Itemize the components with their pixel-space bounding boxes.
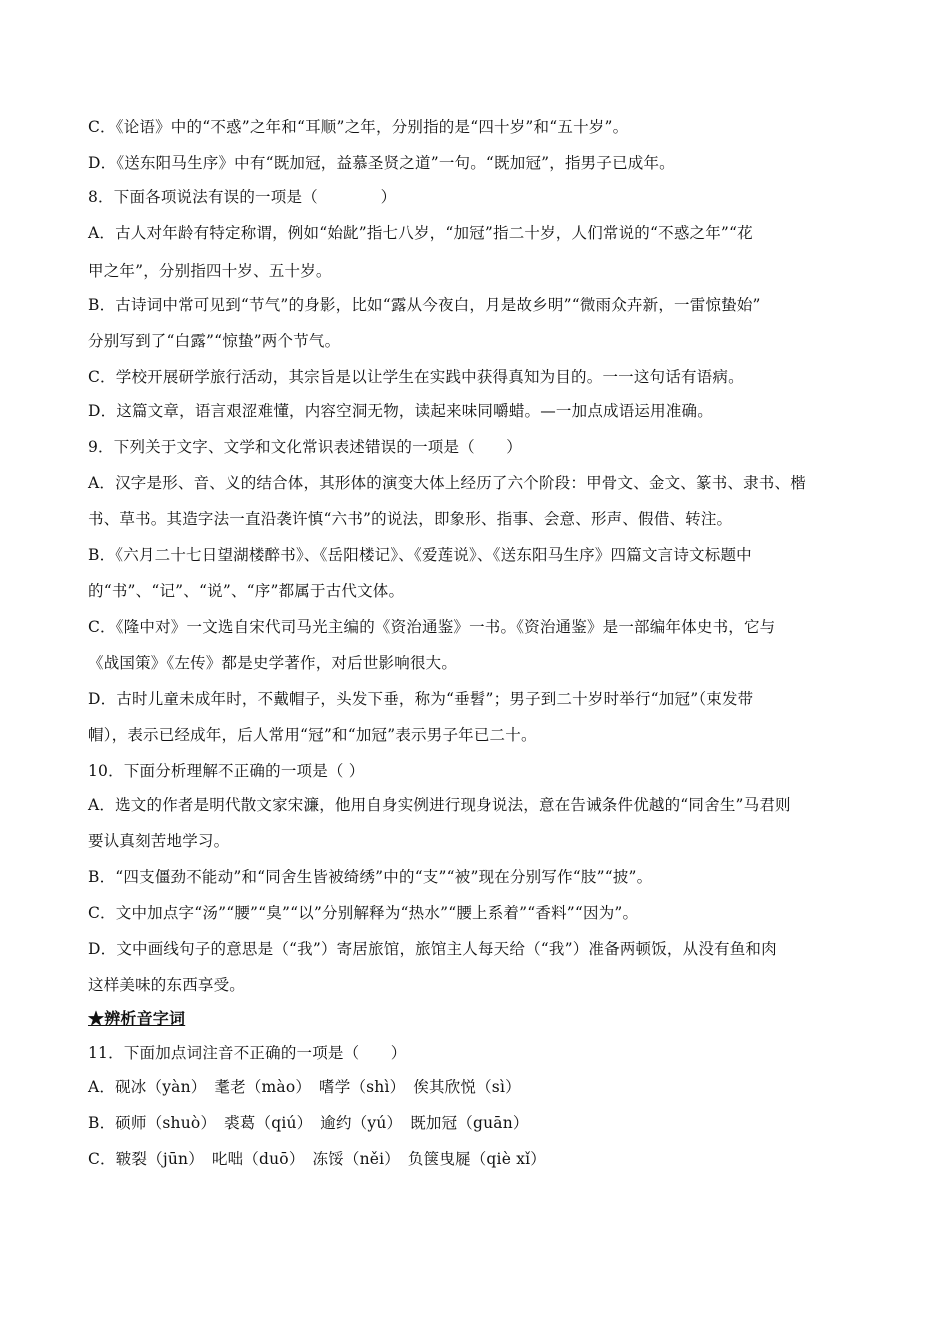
option-line: D．文中画线句子的意思是（“我”）寄居旅馆，旅馆主人每天给（“我”）准备两顿饭，从没有鱼和肉: [88, 940, 777, 958]
option-line-continued: 分别写到了“白露”“惊蛰”两个节气。: [88, 332, 341, 350]
option-line-continued: 《战国策》《左传》都是史学著作，对后世影响很大。: [88, 654, 458, 672]
option-line: B．“四支僵劲不能动”和“同舍生皆被绮绣”中的“支”“被”现在分别写作“肢”“披”。: [88, 868, 653, 886]
option-line: C．《隆中对》一文选自宋代司马光主编的《资治通鉴》一书。《资治通鉴》是一部编年体史书，它与: [88, 618, 776, 636]
option-line: B．古诗词中常可见到“节气”的身影，比如“露从今夜白，月是故乡明”“微雨众卉新，一雷惊蛰始”: [88, 296, 761, 314]
option-line: D．《送东阳马生序》中有“既加冠，益慕圣贤之道”一句。“既加冠”，指男子已成年。: [88, 154, 675, 172]
option-line-continued: 帽），表示已经成年，后人常用“冠”和“加冠”表示男子年已二十。: [88, 726, 537, 744]
option-line: A．汉字是形、音、义的结合体，其形体的演变大体上经历了六个阶段：甲骨文、金文、篆书、隶书、楷: [88, 474, 806, 492]
option-line-continued: 这样美味的东西享受。: [88, 976, 246, 994]
option-line-continued: 要认真刻苦地学习。: [88, 832, 230, 850]
option-line: B．硕师（shuò） 裘葛（qiú） 逾约（yú） 既加冠（guān）: [88, 1114, 529, 1132]
option-line-continued: 的“书”、“记”、“说”、“序”都属于古代文体。: [88, 582, 405, 600]
option-line: D．这篇文章，语言艰涩难懂，内容空洞无物，读起来味同嚼蜡。—一加点成语运用准确。: [88, 402, 713, 420]
option-line: A．选文的作者是明代散文家宋濂，他用自身实例进行现身说法，意在告诫条件优越的“同舍生”马君则: [88, 796, 791, 814]
question-stem: 11．下面加点词注音不正确的一项是（ ）: [88, 1044, 407, 1062]
section-heading: ★辨析音字词: [88, 1009, 186, 1028]
option-line: C．文中加点字“汤”“腰”“臭”“以”分别解释为“热水”“腰上系着”“香料”“因为”。: [88, 904, 639, 922]
question-stem: 8．下面各项说法有误的一项是（ ）: [88, 188, 397, 206]
option-line: C．《论语》中的“不惑”之年和“耳顺”之年，分别指的是“四十岁”和“五十岁”。: [88, 118, 629, 136]
option-line: C．学校开展研学旅行活动，其宗旨是以让学生在实践中获得真知为目的。一一这句话有语病。: [88, 368, 744, 386]
option-line-continued: 书、草书。其造字法一直沿袭许慎“六书”的说法，即象形、指事、会意、形声、假借、转注。: [88, 510, 733, 528]
question-stem: 10．下面分析理解不正确的一项是（ ）: [88, 762, 365, 780]
option-line: C．皲裂（jūn） 叱咄（duō） 冻馁（něi） 负箧曳屣（qiè xǐ）: [88, 1150, 547, 1168]
option-line-continued: 甲之年”，分别指四十岁、五十岁。: [88, 262, 332, 280]
option-line: D．古时儿童未成年时，不戴帽子，头发下垂，称为“垂髫”；男子到二十岁时举行“加冠”（束发带: [88, 690, 754, 708]
option-line: A．砚冰（yàn） 耄老（mào） 嗜学（shì） 俟其欣悦（sì）: [88, 1078, 521, 1096]
option-line: B．《六月二十七日望湖楼醉书》、《岳阳楼记》、《爱莲说》、《送东阳马生序》四篇文言诗文标题中: [88, 546, 752, 564]
option-line: A．古人对年龄有特定称谓，例如“始龀”指七八岁，“加冠”指二十岁，人们常说的“不惑之年”“花: [88, 224, 753, 242]
question-stem: 9．下列关于文字、文学和文化常识表述错误的一项是（ ）: [88, 438, 522, 456]
